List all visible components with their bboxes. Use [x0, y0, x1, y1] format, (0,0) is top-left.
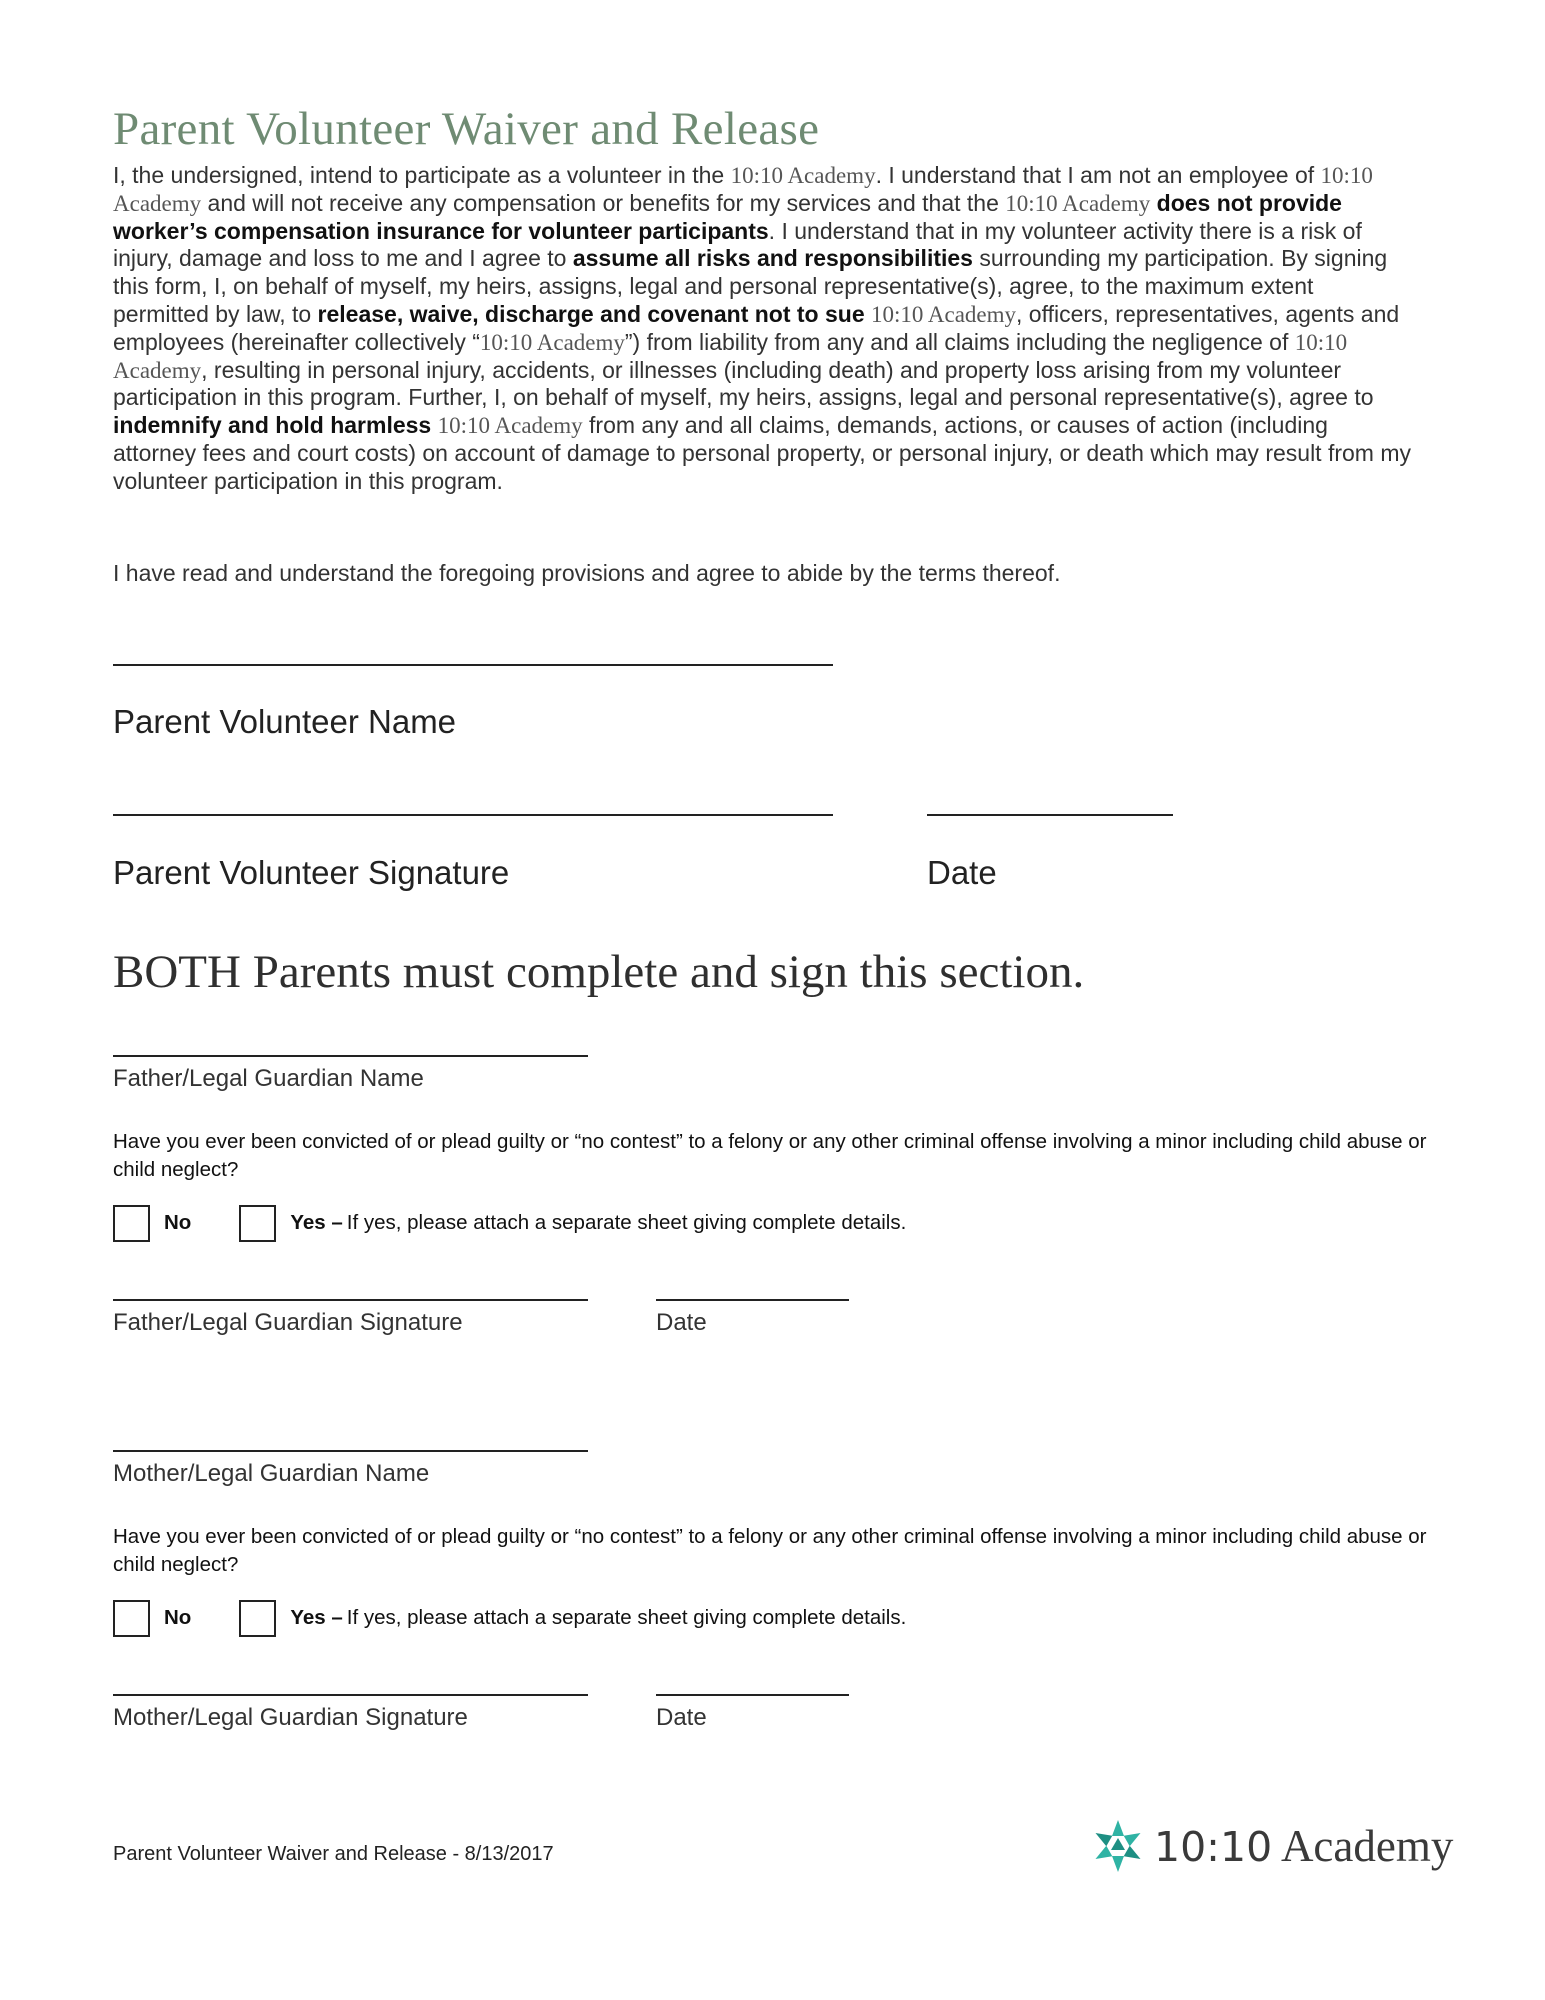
volunteer-name-line[interactable]	[113, 664, 833, 666]
mother-answer-row	[113, 1597, 906, 1639]
mother-yes-details: If yes, please attach a separate sheet giving complete details.	[346, 1606, 907, 1629]
brand-name: 10:10 Academy	[871, 301, 1017, 327]
father-name-line[interactable]	[113, 1055, 588, 1057]
page-title: Parent Volunteer Waiver and Release	[113, 103, 820, 155]
mother-yes-checkbox[interactable]	[239, 1600, 276, 1637]
father-name-label: Father/Legal Guardian Name	[113, 1065, 424, 1092]
father-no-checkbox[interactable]	[113, 1205, 150, 1242]
father-yes-checkbox[interactable]	[239, 1205, 276, 1242]
father-yes-label: Yes –	[290, 1211, 343, 1234]
mother-name-label: Mother/Legal Guardian Name	[113, 1460, 430, 1487]
brand-name: 10:10 Academy	[730, 163, 876, 188]
brand-name: 10:10 Academy	[1005, 190, 1151, 216]
agreement-statement: I have read and understand the foregoing provisions and agree to abide by the terms thereof.	[113, 560, 1061, 586]
mother-no-label: No	[164, 1606, 192, 1629]
brand-name: 10:10 Academy	[437, 413, 583, 439]
father-signature-line[interactable]	[113, 1299, 588, 1301]
logo-wordmark: 10:10 Academy	[1154, 1821, 1454, 1871]
mother-date-line[interactable]	[656, 1694, 849, 1696]
volunteer-name-label: Parent Volunteer Name	[113, 703, 457, 740]
brand-name: 10:10 Academy	[479, 329, 625, 355]
father-answer-row	[113, 1202, 906, 1244]
brand-name: 10:10 Academy	[113, 329, 1348, 383]
brand-logo	[1090, 1818, 1453, 1874]
section-heading: BOTH Parents must complete and sign this section.	[113, 946, 1085, 998]
father-question: Have you ever been convicted of or plead guilty or “no contest” to a felony or any other criminal offense involving a minor including child abuse or child neglect?	[113, 1130, 1427, 1181]
brand-name: 10:10 Academy	[113, 163, 1373, 216]
waiver-paragraph: I, the undersigned, intend to participate as a volunteer in the 10:10 Academy. I understand that I am not an employee of 10:10 Academy and will not receive any compensation or benefits for my services and that the 10:10 Academy does not provide worker’s compensation insurance for volunteer participants. I understand that in my volunteer activity there is a risk of injury, damage and loss to me and I agree to assume all risks and responsibilities surrounding my participation. By signing this form, I, on behalf of myself, my heirs, assigns, legal and personal representative(s), agree, to the maximum extent permitted by law, to release, waive, discharge and covenant not to sue 10:10 Academy, officers, representatives, agents and employees (hereinafter collectively “10:10 Academy”) from liability from any and all claims including the negligence of 10:10 Academy, resulting in personal injury, accidents, or illnesses (including death) and property loss arising from my volunteer participation in this program. Further, I, on behalf of myself, my heirs, assigns, legal and personal representative(s), agree to indemnify and hold harmless 10:10 Academy from any and all claims, demands, actions, or causes of action (including attorney fees and court costs) on account of damage to personal property, or personal injury, or death which may result from my volunteer participation in this program.	[113, 162, 1412, 494]
mother-date-label: Date	[656, 1704, 707, 1731]
mother-yes-label: Yes –	[290, 1606, 343, 1629]
volunteer-date-label: Date	[927, 854, 997, 891]
mother-no-checkbox[interactable]	[113, 1600, 150, 1637]
volunteer-date-line[interactable]	[927, 814, 1173, 816]
mother-question: Have you ever been convicted of or plead guilty or “no contest” to a felony or any other criminal offense involving a minor including child abuse or child neglect?	[113, 1525, 1427, 1576]
father-date-line[interactable]	[656, 1299, 849, 1301]
father-date-label: Date	[656, 1309, 707, 1336]
father-no-label: No	[164, 1211, 192, 1234]
footer-text: Parent Volunteer Waiver and Release - 8/13/2017	[113, 1843, 554, 1865]
mother-signature-line[interactable]	[113, 1694, 588, 1696]
volunteer-signature-label: Parent Volunteer Signature	[113, 854, 510, 891]
starburst-logo-icon	[1090, 1818, 1146, 1874]
mother-signature-label: Mother/Legal Guardian Signature	[113, 1704, 468, 1731]
mother-name-line[interactable]	[113, 1450, 588, 1452]
father-yes-details: If yes, please attach a separate sheet giving complete details.	[346, 1211, 907, 1234]
volunteer-signature-line[interactable]	[113, 814, 833, 816]
father-signature-label: Father/Legal Guardian Signature	[113, 1309, 463, 1336]
